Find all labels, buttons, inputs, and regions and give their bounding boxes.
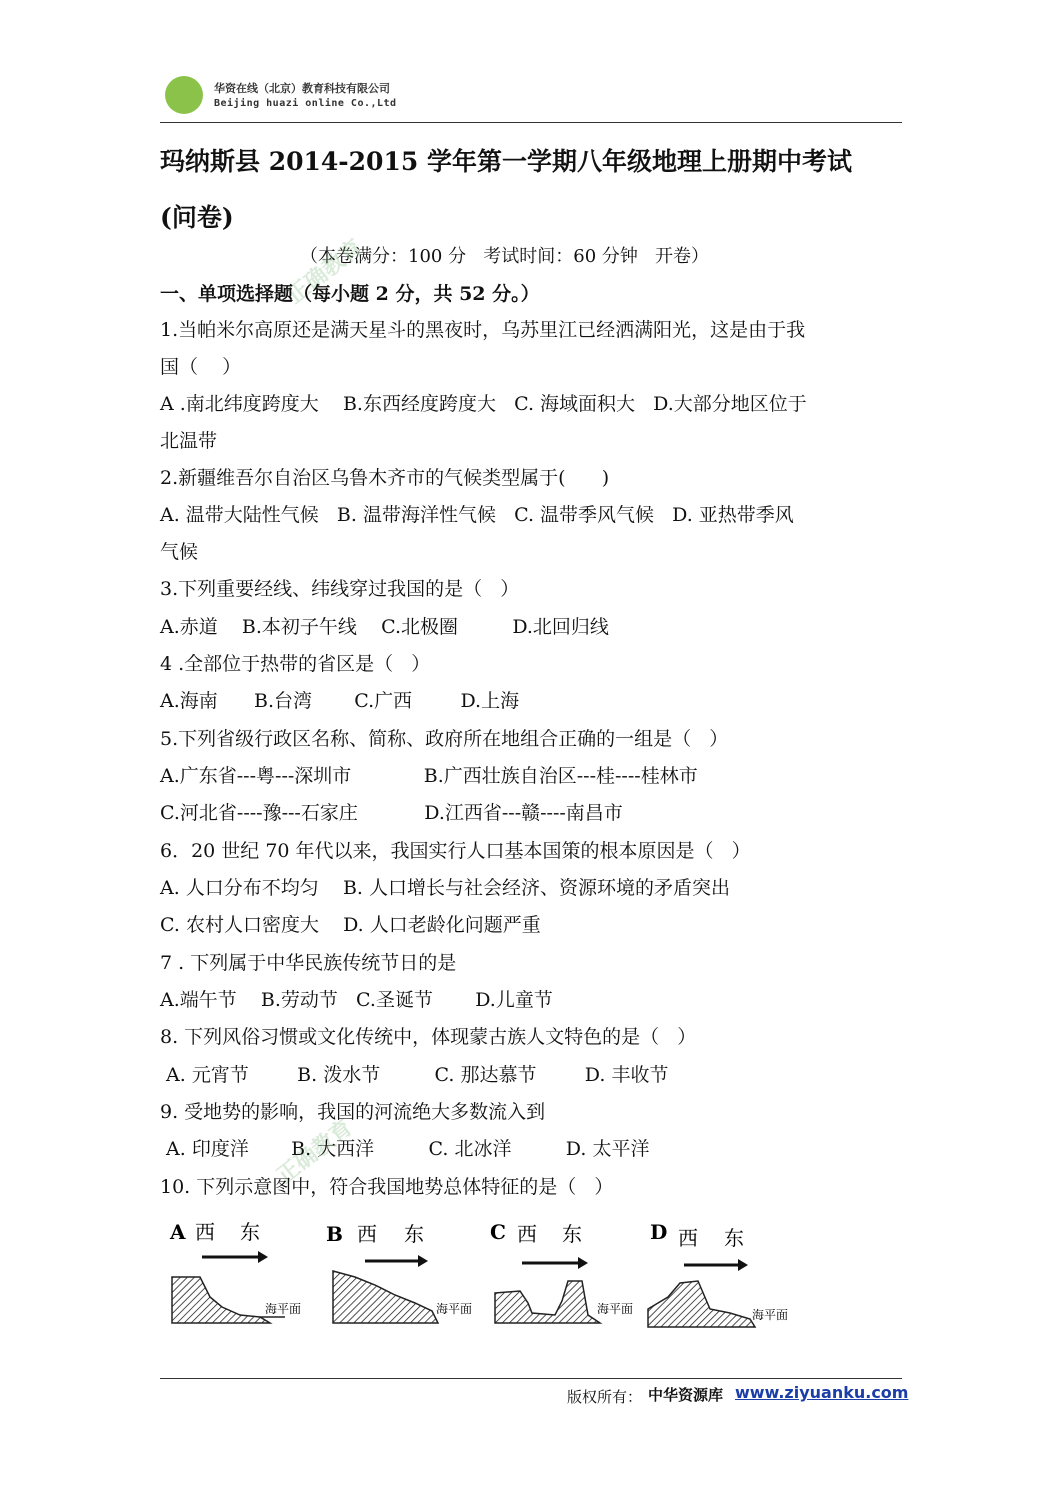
diagram-east-label: 东 — [562, 1222, 582, 1246]
diagram-west-label: 西 — [357, 1222, 377, 1246]
question-line: C.河北省----豫---石家庄 D.江西省---赣----南昌市 — [160, 802, 623, 824]
terrain-profile — [172, 1277, 270, 1323]
question-line: 1.当帕米尔高原还是满天星斗的黑夜时，乌苏里江已经洒满阳光，这是由于我 — [160, 319, 806, 341]
question-line: 7 . 下列属于中华民族传统节日的是 — [160, 952, 457, 974]
question-line: A.广东省---粤---深圳市 B.广西壮族自治区---桂----桂林市 — [160, 765, 698, 787]
question-line: 6．20 世纪 70 年代以来，我国实行人口基本国策的根本原因是（ ） — [160, 840, 751, 862]
question-line: A. 印度洋 B. 大西洋 C. 北冰洋 D. 太平洋 — [160, 1138, 650, 1160]
diagram-c — [490, 1220, 633, 1323]
diagram-letter: A — [170, 1220, 186, 1244]
question-line: A.赤道 B.本初子午线 C.北极圈 D.北回归线 — [160, 616, 609, 638]
copyright-label: 版权所有： — [567, 1388, 643, 1406]
question-line: 气候 — [160, 541, 199, 563]
question-line: A .南北纬度跨度大 B.东西经度跨度大 C. 海域面积大 D.大部分地区位于 — [160, 393, 807, 415]
terrain-profile — [333, 1271, 438, 1323]
company-name-cn: 华资在线（北京）教育科技有限公司 — [214, 82, 390, 95]
question-line: A.海南 B.台湾 C.广西 D.上海 — [160, 690, 520, 712]
sea-level-label: 海平面 — [436, 1302, 473, 1316]
diagram-a — [169, 1220, 301, 1323]
sea-level-label: 海平面 — [752, 1308, 789, 1322]
question-line: A. 温带大陆性气候 B. 温带海洋性气候 C. 温带季风气候 D. 亚热带季风 — [160, 504, 794, 526]
question-line: 2.新疆维吾尔自治区乌鲁木齐市的气候类型属于( ) — [160, 467, 610, 489]
company-name-en: Beijing huazi online Co.,Ltd — [214, 98, 397, 109]
terrain-diagrams — [160, 1205, 820, 1350]
header-divider — [160, 122, 902, 123]
footer-divider — [160, 1378, 902, 1379]
question-line: 10. 下列示意图中，符合我国地势总体特征的是（ ） — [160, 1176, 614, 1198]
sea-level-label: 海平面 — [265, 1302, 302, 1316]
terrain-profile — [495, 1281, 600, 1323]
question-line: C. 农村人口密度大 D. 人口老龄化问题严重 — [160, 914, 541, 936]
question-line: A. 人口分布不均匀 B. 人口增长与社会经济、资源环境的矛盾突出 — [160, 877, 731, 899]
sea-level-label: 海平面 — [597, 1302, 634, 1316]
question-line: 8. 下列风俗习惯或文化传统中，体现蒙古族人文特色的是（ ） — [160, 1026, 697, 1048]
question-line: 北温带 — [160, 430, 218, 452]
diagram-east-label: 东 — [724, 1226, 744, 1250]
question-line: 5.下列省级行政区名称、简称、政府所在地组合正确的一组是（ ） — [160, 728, 729, 750]
footer-website-link[interactable]: www.ziyuanku.com — [735, 1383, 909, 1402]
watermark-logo: 正确教育 — [272, 1115, 358, 1190]
watermark-logo: 正确教育 — [282, 235, 368, 310]
section-heading: 一、单项选择题（每小题 2 分，共 52 分。） — [160, 283, 540, 305]
diagram-letter: C — [490, 1220, 506, 1244]
question-line: 4 .全部位于热带的省区是（ ） — [160, 653, 431, 675]
company-logo-icon — [165, 76, 203, 114]
diagram-b — [326, 1222, 472, 1323]
diagram-letter: B — [326, 1222, 343, 1246]
exam-info: （本卷满分：100 分 考试时间：60 分钟 开卷） — [300, 246, 710, 267]
page-title: 玛纳斯县 2014-2015 学年第一学期八年级地理上册期中考试 — [160, 147, 852, 176]
question-line: 国（ ） — [160, 356, 242, 378]
diagram-west-label: 西 — [678, 1226, 698, 1250]
question-line: 3.下列重要经线、纬线穿过我国的是（ ） — [160, 578, 520, 600]
terrain-profile — [648, 1281, 755, 1327]
question-line: A. 元宵节 B. 泼水节 C. 那达慕节 D. 丰收节 — [160, 1064, 669, 1086]
diagram-letter: D — [650, 1220, 668, 1244]
diagram-d — [648, 1220, 788, 1327]
diagram-west-label: 西 — [517, 1222, 537, 1246]
question-line: 9. 受地势的影响，我国的河流绝大多数流入到 — [160, 1101, 546, 1123]
diagram-east-label: 东 — [404, 1222, 424, 1246]
diagram-west-label: 西 — [195, 1220, 215, 1244]
page-subtitle: (问卷) — [160, 203, 234, 232]
diagram-east-label: 东 — [240, 1220, 260, 1244]
question-line: A.端午节 B.劳动节 C.圣诞节 D.儿童节 — [160, 989, 553, 1011]
copyright-owner: 中华资源库 — [648, 1386, 724, 1404]
